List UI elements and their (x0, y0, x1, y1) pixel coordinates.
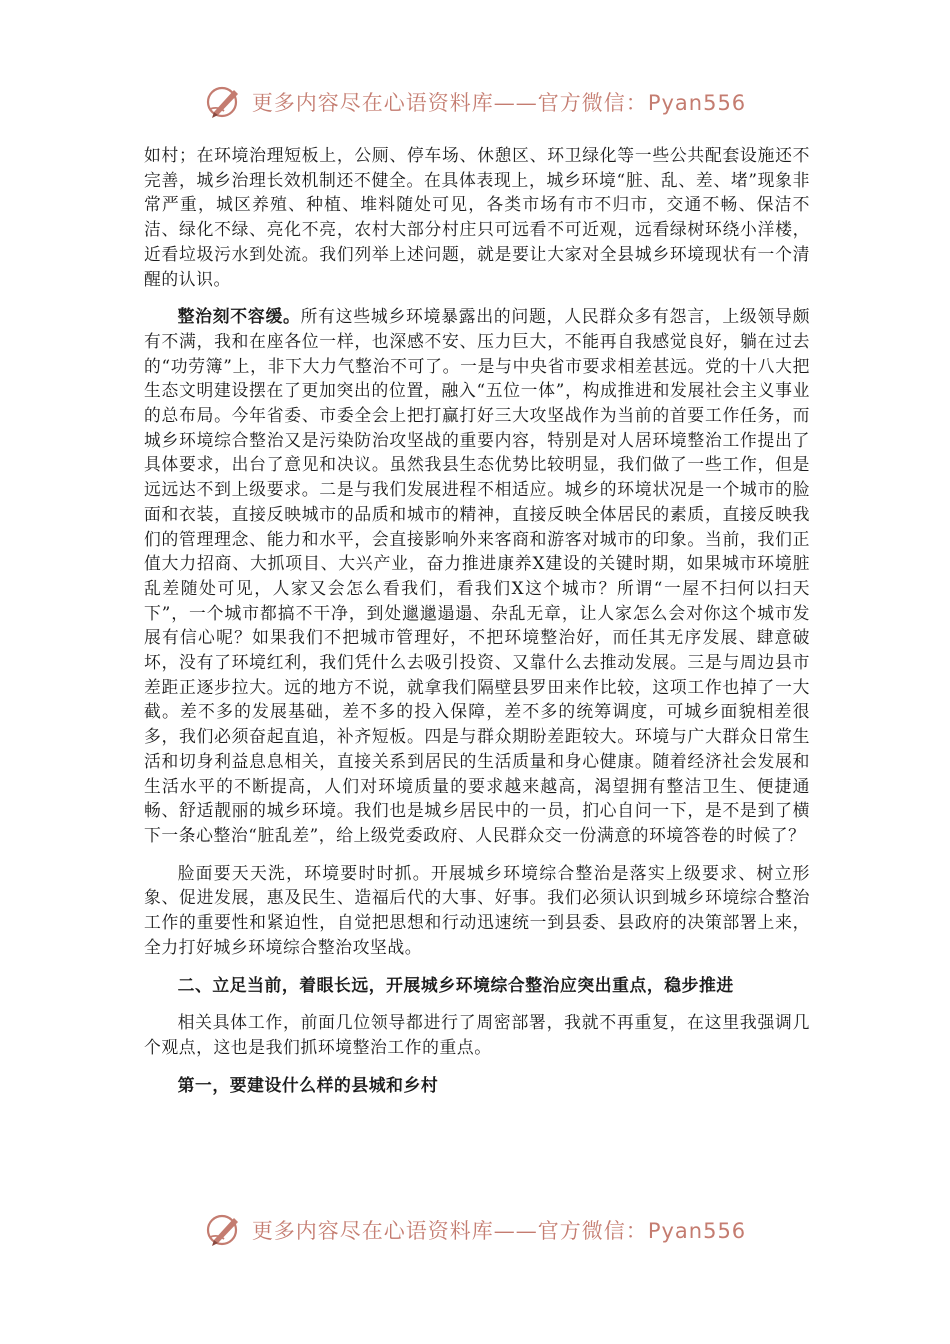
watermark-banner-bottom (0, 1210, 950, 1250)
pen-logo-icon (204, 82, 244, 122)
watermark-text (252, 1215, 746, 1245)
pen-logo-icon (204, 1210, 244, 1250)
watermark-prefix: 更多内容尽在心语资料库——官方微信： (251, 91, 648, 115)
watermark-banner-top (0, 82, 950, 122)
watermark-wechat-id: Pyan556 (647, 91, 747, 115)
watermark-prefix: 更多内容尽在心语资料库——官方微信： (251, 1219, 648, 1243)
paragraph-2-lead: 整治刻不容缓。 (177, 306, 301, 327)
paragraph-1: 如村；在环境治理短板上，公厕、停车场、休憩区、环卫绿化等一些公共配套设施还不完善，城乡治理长效机制还不健全。在具体表现上，城乡环境“脏、乱、差、堵”现象非常严重，城区养殖、种植、堆料随处可见，各类市场有市不归市，交通不畅、保洁不洁、绿化不绿、亮化不亮，农村大部分村庄只可远看不可近观，远看绿树环绕小洋楼，近看垃圾污水到处流。我们列举上述问题，就是要让大家对全县城乡环境现状有一个清醒的认识。 (144, 145, 810, 289)
subsection-heading-1: 第一，要建设什么样的县城和乡村 (177, 1074, 439, 1095)
paragraph-2-text: 所有这些城乡环境暴露出的问题，人民群众多有怨言，上级领导颇有不满，我和在座各位一样，也深感不安、压力巨大，不能再自我感觉良好，躺在过去的“功劳簿”上，非下大力气整治不可了。一是与中央省市要求相差甚远。党的十八大把生态文明建设摆在了更加突出的位置，融入“五位一体”，构成推进和发展社会主义事业的总布局。今年省委、市委全会上把打赢打好三大攻坚战作为当前的首要工作任务，而城乡环境综合整治又是污染防治攻坚战的重要内容，特别是对人居环境整治工作提出了具体要求，出台了意见和决议。虽然我县生态优势比较明显，我们做了一些工作，但是远远达不到上级要求。二是与我们发展进程不相适应。城乡的环境状况是一个城市的脸面和衣装，直接反映城市的品质和城市的精神，直接反映全体居民的素质，直接反映我们的管理理念、能力和水平，会直接影响外来客商和游客对城市的印象。当前，我们正值大力招商、大抓项目、大兴产业，奋力推进康养X建设的关键时期，如果城市环境脏乱差随处可见，人家又会怎么看我们，看我们X这个城市？所谓“一屋不扫何以扫天下”，一个城市都搞不干净，到处邋邋遢遢、杂乱无章，让人家怎么会对你这个城市发展有信心呢？如果我们不把城市管理好，不把环境整治好，而任其无序发展、肆意破坏，没有了环境红利，我们凭什么去吸引投资、又靠什么去推动发展。三是与周边县市差距正逐步拉大。远的地方不说，就拿我们隔壁县罗田来作比较，这项工作也掉了一大截。差不多的发展基础，差不多的投入保障，差不多的统筹调度，可城乡面貌相差很多，我们必须奋起直追，补齐短板。四是与群众期盼差距较大。环境与广大群众日常生活和切身利益息息相关，直接关系到居民的生活质量和身心健康。随着经济社会发展和生活水平的不断提高，人们对环境质量的要求越来越高，渴望拥有整洁卫生、便捷通畅、舒适靓丽的城乡环境。我们也是城乡居民中的一员，扪心自问一下，是不是到了横下一条心整治“脏乱差”，给上级党委政府、人民群众交一份满意的环境答卷的时候了？ (144, 306, 811, 845)
document-body (144, 143, 810, 1097)
watermark-wechat-id: Pyan556 (647, 1219, 747, 1243)
paragraph-3: 脸面要天天洗，环境要时时抓。开展城乡环境综合整治是落实上级要求、树立形象、促进发展，惠及民生、造福后代的大事、好事。我们必须认识到城乡环境综合整治工作的重要性和紧迫性，自觉把思想和行动迅速统一到县委、县政府的决策部署上来，全力打好城乡环境综合整治攻坚战。 (144, 862, 810, 957)
paragraph-2 (144, 304, 810, 847)
section-heading-2: 二、立足当前，着眼长远，开展城乡环境综合整治应突出重点，稳步推进 (177, 974, 734, 995)
watermark-text (252, 87, 746, 117)
paragraph-4: 相关具体工作，前面几位领导都进行了周密部署，我就不再重复，在这里我强调几个观点，这也是我们抓环境整治工作的重点。 (144, 1012, 810, 1057)
